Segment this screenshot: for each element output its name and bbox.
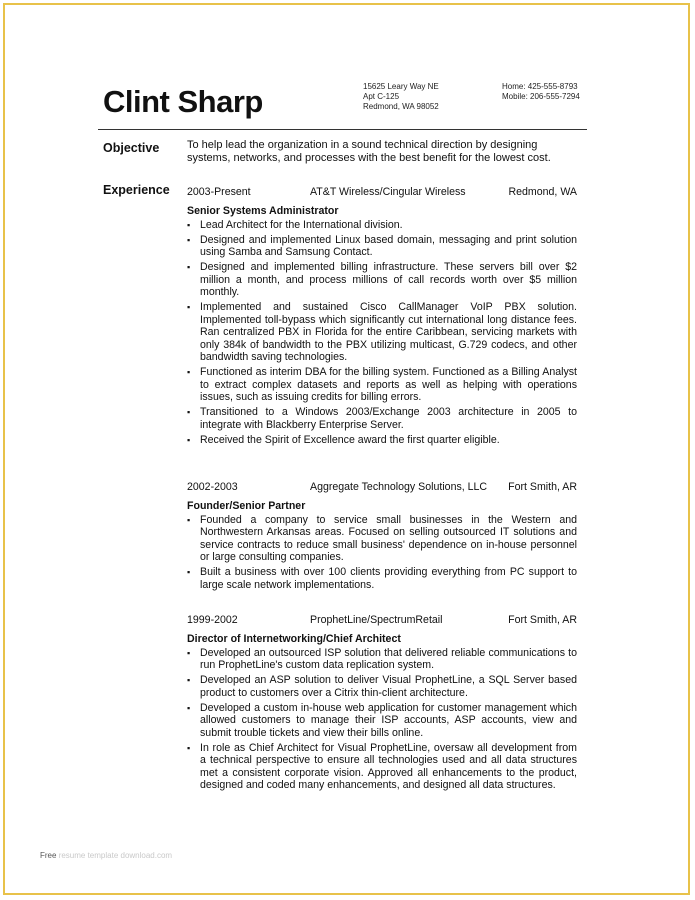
job-bullets — [187, 219, 577, 447]
address-line: Redmond, WA 98052 — [363, 102, 439, 111]
bullet-item: ▪ In role as Chief Architect for Visual ProphetLine, oversaw all development from a technical perspective to ensure all technologies used and all data structures met a consistent corporate vision. Approved all enhancements to the product, designed and coded many enhancements, and designed all data structures. — [187, 742, 577, 792]
job-entry — [187, 186, 577, 449]
job-dates: 2002-2003 — [187, 481, 238, 493]
job-bullets — [187, 647, 577, 792]
bullet-item: ▪ Designed and implemented Linux based domain, messaging and print solution using Samba and Samsung Contact. — [187, 234, 577, 259]
job-location: Fort Smith, AR — [508, 614, 577, 626]
job-bullets — [187, 514, 577, 592]
job-entry — [187, 481, 577, 594]
job-entry — [187, 614, 577, 794]
bullet-item: ▪ Developed an outsourced ISP solution that delivered reliable communications to run ProphetLine's custom data replication system. — [187, 647, 577, 672]
job-title: Senior Systems Administrator — [187, 205, 339, 217]
bullet-item: ▪ Received the Spirit of Excellence award the first quarter eligible. — [187, 434, 577, 447]
job-company: Aggregate Technology Solutions, LLC — [310, 481, 488, 493]
bullet-item: ▪ Founded a company to service small businesses in the Western and Northwestern Arkansas areas. Focused on selling outsourced IT solutions and service contracts to reduce small business' dependence on in-house personnel or large consulting companies. — [187, 514, 577, 564]
job-location: Redmond, WA — [508, 186, 577, 198]
bullet-item: ▪ Built a business with over 100 clients providing everything from PC support to large scale network implementations. — [187, 566, 577, 591]
job-title: Founder/Senior Partner — [187, 500, 306, 512]
experience-heading: Experience — [103, 183, 170, 197]
objective-text: To help lead the organization in a sound technical direction by designing systems, networks, and processes with the best benefit for the lowest cost. — [187, 139, 551, 164]
watermark-lead: Free — [40, 851, 57, 860]
phone-mobile: Mobile: 206-555-7294 — [502, 92, 580, 101]
candidate-name: Clint Sharp — [103, 84, 263, 119]
bullet-item: ▪ Lead Architect for the International division. — [187, 219, 577, 232]
objective-heading: Objective — [103, 141, 160, 155]
bullet-item: ▪ Developed a custom in-house web application for customer management which allowed customers to manage their ISP accounts, ASP accounts, view and submit trouble tickets and view their bills online. — [187, 702, 577, 740]
footer-watermark — [40, 851, 172, 860]
job-header — [187, 614, 577, 628]
header-divider — [98, 129, 587, 130]
bullet-item: ▪ Implemented and sustained Cisco CallManager VoIP PBX solution. Implemented toll-bypass which significantly cut international long distance fees. Ran centralized PBX in Florida for the entire Caribbean, servicing markets with only 384k of bandwidth to the PBX utilizing multicast, G.729 codecs, and other bandwidth saving technologies. — [187, 301, 577, 364]
job-header — [187, 481, 577, 495]
bullet-item: ▪ Developed an ASP solution to deliver Visual ProphetLine, a SQL Server based product to customers over a Citrix thin-client architecture. — [187, 674, 577, 699]
bullet-item: ▪ Functioned as interim DBA for the billing system. Functioned as a Billing Analyst to extract complex datasets and reports as well as helping with operations issues, such as issuing credits for billing errors. — [187, 366, 577, 404]
job-title: Director of Internetworking/Chief Architect — [187, 633, 401, 645]
job-header — [187, 186, 577, 200]
phone-block — [502, 82, 580, 102]
job-dates: 2003-Present — [187, 186, 251, 198]
job-company: ProphetLine/SpectrumRetail — [310, 614, 443, 626]
address-line: 15625 Leary Way NE — [363, 82, 439, 91]
address-block — [363, 82, 439, 112]
phone-home: Home: 425-555-8793 — [502, 82, 578, 91]
address-line: Apt C-125 — [363, 92, 400, 101]
job-company: AT&T Wireless/Cingular Wireless — [310, 186, 466, 198]
job-dates: 1999-2002 — [187, 614, 238, 626]
watermark-text: resume template download.com — [58, 851, 173, 860]
job-location: Fort Smith, AR — [508, 481, 577, 493]
bullet-item: ▪ Designed and implemented billing infrastructure. These servers bill over $2 million a month, and process millions of call records worth over $5 million monthly. — [187, 261, 577, 299]
bullet-item: ▪ Transitioned to a Windows 2003/Exchange 2003 architecture in 2005 to integrate with Blackberry Enterprise Server. — [187, 406, 577, 431]
